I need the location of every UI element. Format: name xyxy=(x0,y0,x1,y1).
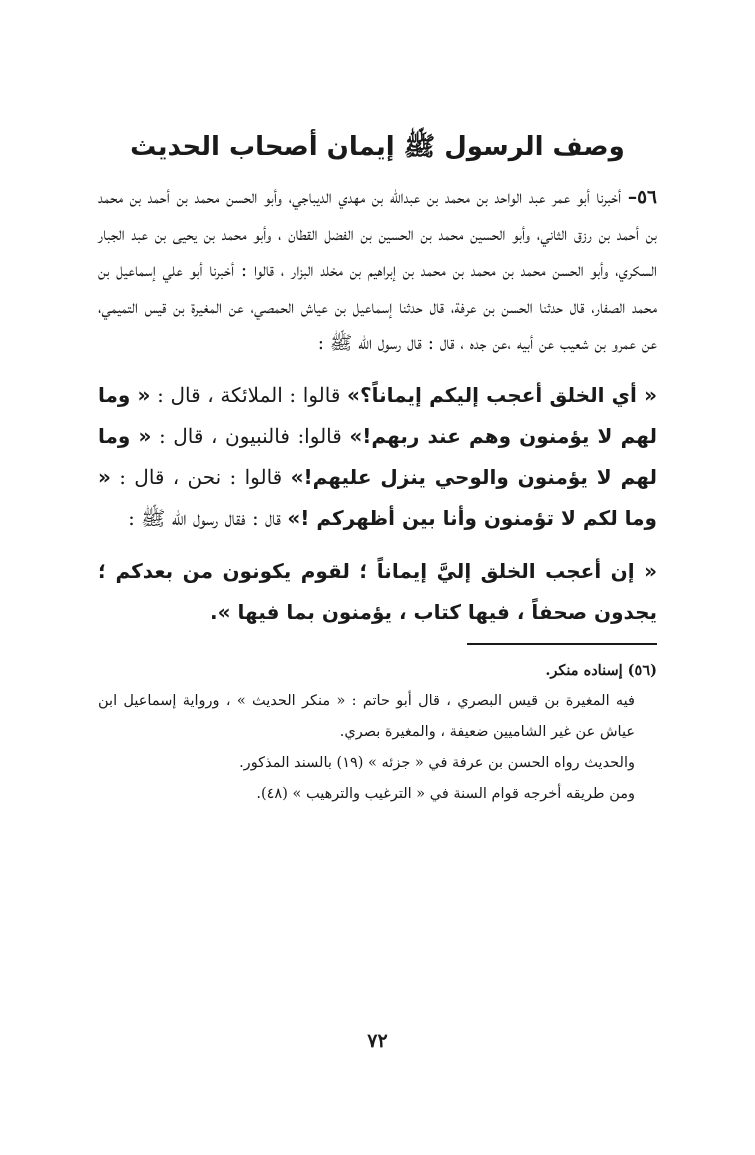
isnad-text: أخبرنا أبو عمر عبد الواحد بن محمد بن عبدالله بن مهدي الديباجي، وأبو الحسن محمد بن أحمد بن محمد بن أحمد بن رزق الثاني، وأبو الحسين محمد بن الحسين بن الفضل القطان ، وأبو محمد بن يحيى بن عبد الجبار السكري، وأبو الحسن محمد بن محمد بن محمد بن إبراهيم بن مخلد البزار ، قالوا : أخبرنا أبو علي إسماعيل بن محمد الصفار، قال حدثنا الحسن بن عرفة، قال حدثنا إسماعيل بن عياش الحمصي، عن المغيرة بن قيس التميمي، عن عمرو بن شعيب عن أبيه ،عن جده ، قال : قال رسول الله ﷺ : xyxy=(98,187,657,354)
hadith-number: ٥٦– xyxy=(627,187,657,208)
footnote-item: والحديث رواه الحسن بن عرفة في « جزئه » (١٩) بالسند المذكور. xyxy=(239,754,635,771)
section-title: وصف الرسول ﷺ إيمان أصحاب الحديث xyxy=(130,132,625,162)
footnote-divider xyxy=(467,643,657,645)
hadith-conclusion: « إن أعجب الخلق إليَّ إيماناً ؛ لقوم يكونون من بعدكم ؛ يجدون صحفاً ، فيها كتاب ، يؤمنون بما فيها ». xyxy=(98,558,657,624)
footnote-title: (٥٦) إسناده منكر. xyxy=(545,661,657,679)
companions-reply-4: قال : فقال رسول الله ﷺ : xyxy=(128,505,281,530)
companions-reply-3: قالوا : نحن ، قال : xyxy=(119,464,283,489)
isnad-paragraph xyxy=(98,180,657,363)
page-number: ٧٢ xyxy=(367,1030,388,1052)
companions-reply-2: قالوا: فالنبيون ، قال : xyxy=(158,423,342,448)
prophet-question-2: « وما لهم لا يؤمنون وهم عند ربهم!» xyxy=(98,382,658,448)
footnote-item: فيه المغيرة بن قيس البصري ، قال أبو حاتم : « منكر الحديث » ، ورواية إسماعيل ابن عياش عن غير الشاميين ضعيفة ، والمغيرة بصري. xyxy=(98,692,635,740)
prophet-question-3: « وما لهم لا يؤمنون والوحي ينزل عليهم!» xyxy=(98,423,658,489)
prophet-question-4: « وما لكم لا تؤمنون وأنا بين أظهركم !» xyxy=(98,464,657,530)
prophet-question-1: « أي الخلق أعجب إليكم إيماناً؟» xyxy=(347,382,658,407)
hadith-dialogue xyxy=(98,375,657,539)
page-content xyxy=(98,118,657,810)
footnotes xyxy=(98,655,657,810)
companions-reply-1: قالوا : الملائكة ، قال : xyxy=(157,382,341,407)
footnote-item: ومن طريقه أخرجه قوام السنة في « الترغيب والترهيب » (٤٨). xyxy=(256,785,635,802)
